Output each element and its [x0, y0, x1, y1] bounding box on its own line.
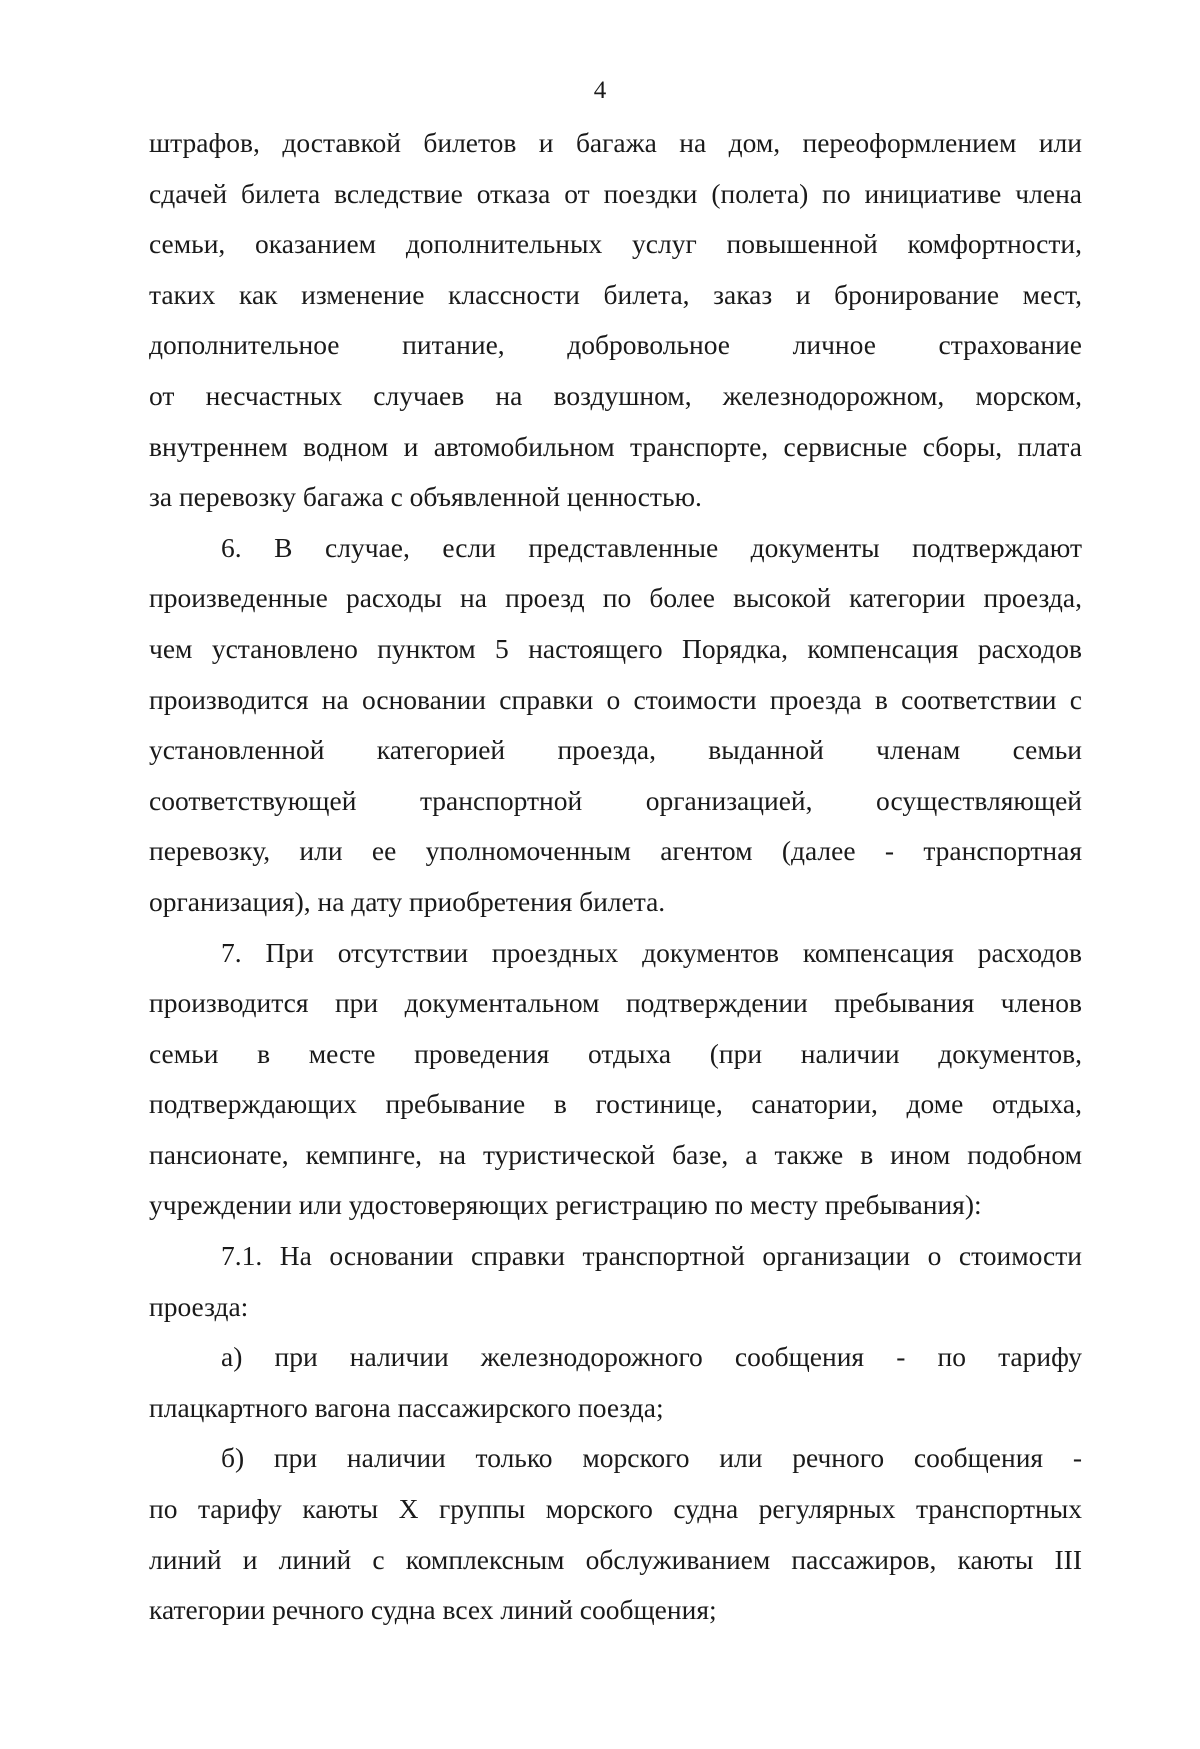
text-line: б) при наличии только морского или речного сообщения -: [221, 1442, 1082, 1474]
text-line: таких как изменение классности билета, заказ и бронирование мест,: [149, 278, 1082, 310]
text-line: перевозку, или ее уполномоченным агентом (далее - транспортная: [149, 835, 1082, 867]
text-line: учреждении или удостоверяющих регистрацию по месту пребывания):: [149, 1189, 982, 1221]
text-line: сдачей билета вследствие отказа от поездки (полета) по инициативе члена: [149, 177, 1082, 209]
text-line: производится на основании справки о стоимости проезда в соответствии с: [149, 683, 1082, 715]
text-line: 6. В случае, если представленные документы подтверждают: [221, 531, 1082, 563]
text-line: проезда:: [149, 1290, 249, 1322]
text-line: установленной категорией проезда, выданной членам семьи: [149, 734, 1082, 766]
text-line: организация), на дату приобретения билета.: [149, 885, 666, 917]
text-line: категории речного судна всех линий сообщения;: [149, 1594, 717, 1626]
text-line: внутреннем водном и автомобильном транспорте, сервисные сборы, плата: [149, 430, 1082, 462]
text-line: семьи, оказанием дополнительных услуг повышенной комфортности,: [149, 228, 1082, 260]
body-text: [149, 118, 1082, 1636]
text-line: штрафов, доставкой билетов и багажа на дом, переоформлением или: [149, 127, 1082, 158]
text-line: подтверждающих пребывание в гостинице, санатории, доме отдыха,: [149, 1088, 1082, 1120]
text-line: линий и линий с комплексным обслуживанием пассажиров, каюты III: [149, 1543, 1082, 1575]
text-line: по тарифу каюты X группы морского судна регулярных транспортных: [149, 1493, 1082, 1525]
text-line: семьи в месте проведения отдыха (при наличии документов,: [149, 1037, 1082, 1069]
text-line: от несчастных случаев на воздушном, железнодорожном, морском,: [149, 379, 1082, 411]
text-line: а) при наличии железнодорожного сообщения - по тарифу: [221, 1341, 1082, 1373]
text-line: произведенные расходы на проезд по более высокой категории проезда,: [149, 582, 1082, 614]
text-line: 7.1. На основании справки транспортной организации о стоимости: [221, 1240, 1082, 1272]
page-number: 4: [593, 77, 607, 104]
text-line: производится при документальном подтверждении пребывания членов: [149, 987, 1082, 1019]
text-line: плацкартного вагона пассажирского поезда;: [149, 1391, 664, 1423]
text-line: за перевозку багажа с объявленной ценностью.: [149, 481, 702, 513]
text-line: чем установлено пунктом 5 настоящего Порядка, компенсация расходов: [149, 632, 1082, 664]
text-line: пансионате, кемпинге, на туристической базе, а также в ином подобном: [149, 1138, 1082, 1170]
text-line: соответствующей транспортной организацией, осуществляющей: [149, 784, 1082, 816]
text-line: 7. При отсутствии проездных документов компенсация расходов: [221, 936, 1082, 968]
text-line: дополнительное питание, добровольное личное страхование: [149, 329, 1082, 361]
